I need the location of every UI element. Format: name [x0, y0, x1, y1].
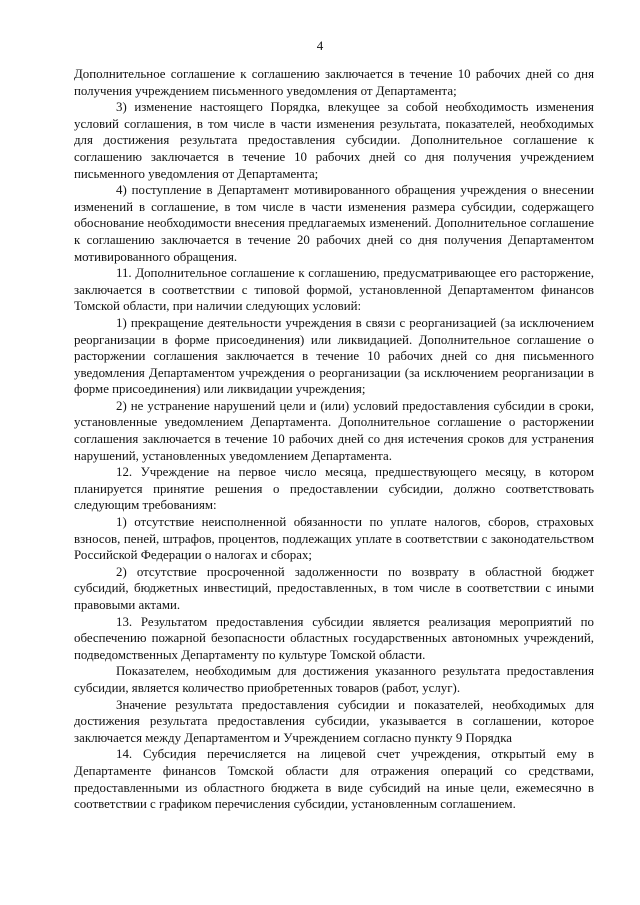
paragraph: 1) прекращение деятельности учреждения в связи с реорганизацией (за исключением реорганизации в форме присоединения) или ликвидацией. Дополнительное соглашение о расторжении соглашения заключается в течение 10 рабочих дней со дня письменного уведомления Департаментом учреждения о реорганизации (за исключением реорганизации в форме присоединения) или ликвидации учреждения; — [74, 315, 594, 397]
paragraph: 2) отсутствие просроченной задолженности по возврату в областной бюджет субсидий, бюджетных инвестиций, предоставленных, в том числе в соответствии с иными правовыми актами. — [74, 564, 594, 612]
paragraph: 12. Учреждение на первое число месяца, предшествующего месяцу, в котором планируется принятие решения о предоставлении субсидии, должно соответствовать следующим требованиям: — [74, 465, 594, 513]
document-body — [74, 66, 594, 813]
paragraph: Дополнительное соглашение к соглашению заключается в течение 10 рабочих дней со дня получения учреждением письменного уведомления от Департамента; — [74, 67, 594, 98]
paragraph: 4) поступление в Департамент мотивированного обращения учреждения о внесении изменений в соглашение, в том числе в части изменения размера субсидии, содержащего обоснование необходимости внесения предлагаемых изменений. Дополнительное соглашение к соглашению заключается в течение 20 рабочих дней со дня получения Департаментом мотивированного обращения. — [74, 183, 594, 264]
paragraph: 13. Результатом предоставления субсидии является реализация мероприятий по обеспечению пожарной безопасности областных государственных автономных учреждений, подведомственных Департаменту по культуре Томской области. — [74, 614, 594, 662]
paragraph: 3) изменение настоящего Порядка, влекущее за собой необходимость изменения условий соглашения, в том числе в части изменения результата, показателей, необходимых для достижения результата предоставления субсидии. Дополнительное соглашение к соглашению заключается в течение 10 рабочих дней со дня получения учреждением письменного уведомления от Департамента; — [74, 100, 594, 181]
paragraph: Показателем, необходимым для достижения указанного результата предоставления субсидии, является количество приобретенных товаров (работ, услуг). — [74, 664, 594, 695]
paragraph: 14. Субсидия перечисляется на лицевой счет учреждения, открытый ему в Департаменте финансов Томской области для отражения операций со средствами, предоставленными из областного бюджета в виде субсидий на иные цели, ежемесячно в соответствии с графиком перечисления субсидии, установленным соглашением. — [74, 747, 594, 812]
page-number: 4 — [316, 38, 324, 53]
paragraph: Значение результата предоставления субсидии и показателей, необходимых для достижения результата предоставления субсидии, указывается в соглашении, которое заключается между Департаментом и Учреждением согласно пункту 9 Порядка — [74, 697, 594, 745]
paragraph: 11. Дополнительное соглашение к соглашению, предусматривающее его расторжение, заключается в соответствии с типовой формой, установленной Департаментом финансов Томской области, при наличии следующих условий: — [74, 266, 594, 314]
paragraph: 1) отсутствие неисполненной обязанности по уплате налогов, сборов, страховых взносов, пеней, штрафов, процентов, подлежащих уплате в соответствии с законодательством Российской Федерации о налогах и сборах; — [74, 515, 594, 563]
paragraph: 2) не устранение нарушений цели и (или) условий предоставления субсидии в сроки, установленные уведомлением Департамента. Дополнительное соглашение о расторжении соглашения заключается в течение 10 рабочих дней со дня истечения сроков для устранения нарушений, установленных уведомлением Департамента. — [74, 398, 594, 463]
